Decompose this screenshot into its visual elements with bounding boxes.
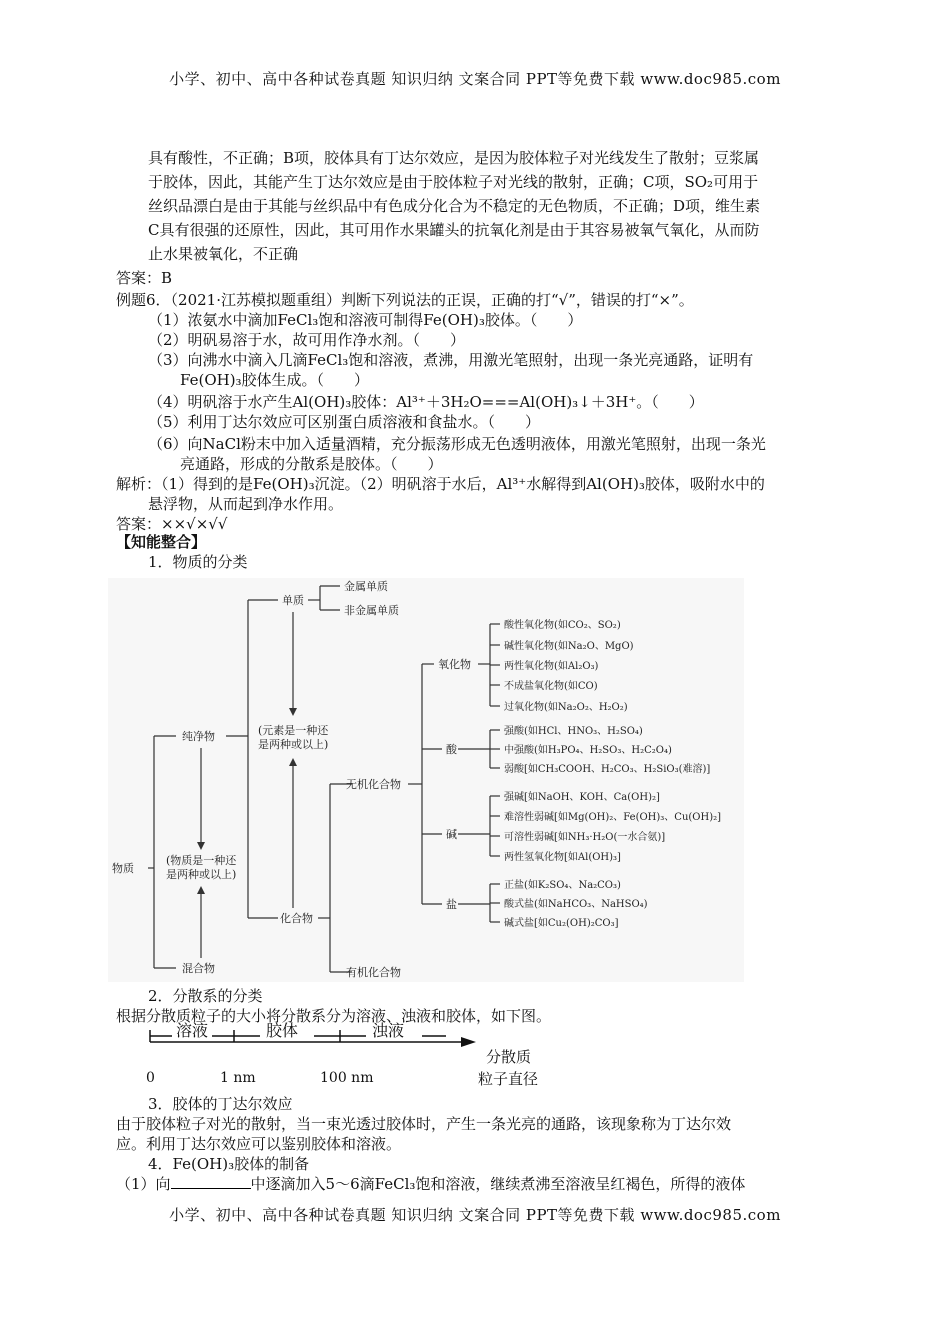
line-end: 中逐滴加入5～6滴FeCl₃饱和溶液，继续煮沸至溶液呈红褐色，所得的液体 [250,1175,746,1193]
fill-blank[interactable] [171,1174,251,1189]
oxide-type: 过氧化物(如Na₂O₂、H₂O₂) [504,702,628,713]
acid-type: 弱酸[如CH₃COOH、H₂CO₃、H₂SiO₃(难溶)] [504,764,711,775]
axis-tick: 0 [146,1070,155,1086]
example6-title: 例题6．（2021·江苏模拟题重组）判断下列说法的正误，正确的打“√”，错误的打“×”。 [116,291,694,309]
axis-segment-label: 溶液 [176,1021,209,1040]
example6-item: 亮通路，形成的分散系是胶体。（ ） [180,455,443,473]
classification-diagram [108,578,744,982]
tree-pure: 纯净物 [182,730,215,743]
axis-tick: 100 nm [320,1070,374,1086]
subsection-title: 3．胶体的丁达尔效应 [148,1095,293,1113]
paragraph: 由于胶体粒子对光的散射，当一束光透过胶体时，产生一条光亮的通路，该现象称为丁达尔效 [116,1115,732,1133]
tree-root-note: (物质是一种还 [166,854,237,867]
page-footer: 小学、初中、高中各种试卷真题 知识归纳 文案合同 PPT等免费下载 www.doc985.com [169,1206,781,1224]
axis-title: 分散质 [486,1048,532,1066]
tree-root-note: 是两种或以上) [166,868,237,881]
salt-type: 碱式盐[如Cu₂(OH)₂CO₃] [504,918,619,929]
tree-organic: 有机化合物 [346,966,401,979]
example6-item: （4）明矾溶于水产生Al(OH)₃胶体：Al³⁺＋3H₂O===Al(OH)₃↓＋3H⁺。（ ） [148,393,704,411]
subsection-title: 2．分散系的分类 [148,987,263,1005]
axis-tick: 1 nm [220,1070,256,1086]
example6-item: （6）向NaCl粉末中加入适量酒精，充分振荡形成无色透明液体，用激光笔照射，出现一条光 [148,435,766,453]
dispersion-axis [136,1018,566,1092]
example6-analysis: 悬浮物，从而起到净水作用。 [148,495,344,513]
base-type: 两性氢氧化物[如Al(OH)₃] [504,852,621,863]
oxide-type: 碱性氧化物(如Na₂O、MgO) [504,641,634,652]
tree-mixture: 混合物 [182,962,215,975]
analysis-line: C具有很强的还原性，因此，其可用作水果罐头的抗氧化剂是由于其容易被氧气氧化，从而防 [148,221,760,239]
tree-nonmetal: 非金属单质 [344,604,399,617]
analysis-line: 于胶体，因此，其能产生丁达尔效应是由于胶体粒子对光线的散射，正确；C项，SO₂可用于 [148,173,759,191]
tree-root: 物质 [112,862,134,875]
example6-item: （2）明矾易溶于水，故可用作净水剂。（ ） [148,331,466,349]
oxide-type: 酸性氧化物(如CO₂、SO₂) [504,620,621,631]
example6-item: （5）利用丁达尔效应可区别蛋白质溶液和食盐水。（ ） [148,413,541,431]
salt-type: 正盐(如K₂SO₄、Na₂CO₃) [504,880,621,891]
paragraph: 根据分散质粒子的大小将分散系分为溶液、浊液和胶体，如下图。 [116,1007,552,1025]
base-type: 强碱[如NaOH、KOH、Ca(OH)₂] [504,792,660,803]
axis-segment-label: 胶体 [266,1021,299,1040]
example6-analysis: 解析：（1）得到的是Fe(OH)₃沉淀。（2）明矾溶于水后，Al³⁺水解得到Al(OH)₃胶体，吸附水中的 [116,475,765,493]
line-start: （1）向 [116,1175,171,1193]
example6-answer: 答案：××√×√√ [116,515,228,533]
tree-base: 碱 [446,828,457,841]
tree-acid: 酸 [446,743,457,756]
tree-metal: 金属单质 [344,580,388,593]
base-type: 难溶性弱碱[如Mg(OH)₂、Fe(OH)₃、Cu(OH)₂] [504,812,722,823]
example6-item: （3）向沸水中滴入几滴FeCl₃饱和溶液，煮沸，用激光笔照射，出现一条光亮通路，证明有 [148,351,754,369]
paragraph: 应。利用丁达尔效应可以鉴别胶体和溶液。 [116,1135,402,1153]
tree-oxide: 氧化物 [438,658,471,671]
tree-inorganic: 无机化合物 [346,778,401,791]
page-header: 小学、初中、高中各种试卷真题 知识归纳 文案合同 PPT等免费下载 www.doc985.com [169,70,781,88]
salt-type: 酸式盐(如NaHCO₃、NaHSO₄) [504,899,648,910]
analysis-line: 止水果被氧化，不正确 [148,245,299,263]
tree-element: 单质 [282,594,304,607]
axis-title: 粒子直径 [478,1070,539,1088]
acid-type: 强酸(如HCl、HNO₃、H₂SO₄) [504,726,643,737]
base-type: 可溶性弱碱[如NH₃·H₂O(一水合氨)] [504,832,666,843]
subsection-title: 1．物质的分类 [148,553,248,571]
tree-element-note: (元素是一种还 [258,724,329,737]
answer-prev: 答案：B [116,269,173,287]
oxide-type: 不成盐氧化物(如CO) [504,681,598,692]
axis-segment-label: 浊液 [372,1021,405,1040]
section-title: 【知能整合】 [116,533,207,551]
subsection-title: 4．Fe(OH)₃胶体的制备 [148,1155,310,1173]
paragraph [116,1172,745,1196]
tree-compound: 化合物 [280,912,313,925]
tree-element-note: 是两种或以上) [258,738,329,751]
analysis-line: 丝织品漂白是由于其能与丝织品中有色成分化合为不稳定的无色物质，不正确；D项，维生素 [148,197,761,215]
analysis-line: 具有酸性，不正确；B项，胶体具有丁达尔效应，是因为胶体粒子对光线发生了散射；豆浆属 [148,149,760,167]
oxide-type: 两性氧化物(如Al₂O₃) [504,661,599,672]
example6-item: Fe(OH)₃胶体生成。（ ） [180,371,370,389]
tree-salt: 盐 [446,898,457,911]
example6-item: （1）浓氨水中滴加FeCl₃饱和溶液可制得Fe(OH)₃胶体。（ ） [148,311,583,329]
acid-type: 中强酸(如H₃PO₄、H₂SO₃、H₂C₂O₄) [504,745,672,756]
